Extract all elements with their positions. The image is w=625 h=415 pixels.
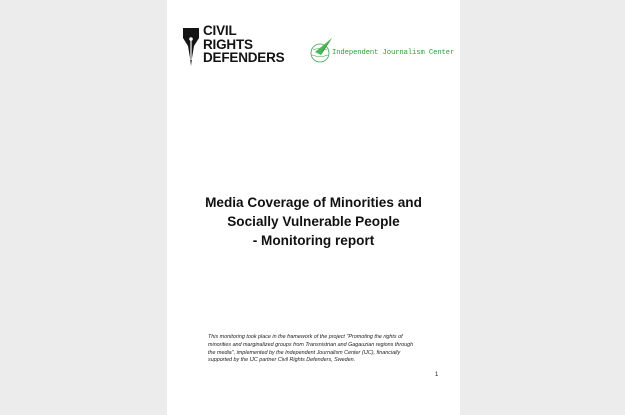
title-line-1: Media Coverage of Minorities and [205,195,422,210]
title-line-3: - Monitoring report [252,233,375,248]
footnote-line-4: supported by the IJC partner Civil Rights Defenders, Sweden. [208,357,356,364]
funding-footnote [208,334,448,365]
page-number: 1 [435,372,439,378]
paper-plane-globe-icon [310,36,334,66]
footnote-line-3: the media", implemented by the Independent Journalism Center (IJC), financially [208,349,401,356]
crd-logo-line-2: RIGHTS [203,36,253,52]
crd-logo-line-3: DEFENDERS [203,50,285,65]
footnote-line-2: minorities and marginalized groups from Transnistrian and Gagauzian regions through [208,341,414,348]
title-line-2: Socially Vulnerable People [227,214,400,229]
independent-journalism-center-logo [310,36,455,66]
fountain-pen-nib-icon [181,26,201,66]
crd-logo-line-1: CIVIL [203,23,237,38]
civil-rights-defenders-logo [181,24,291,68]
footnote-line-1: This monitoring took place in the framework of the project "Promoting the rights of [208,334,403,340]
document-title [167,193,460,250]
ijc-logo-text: Independent Journalism Center [332,49,455,57]
document-page [167,0,460,415]
crd-logo-text [203,24,284,65]
